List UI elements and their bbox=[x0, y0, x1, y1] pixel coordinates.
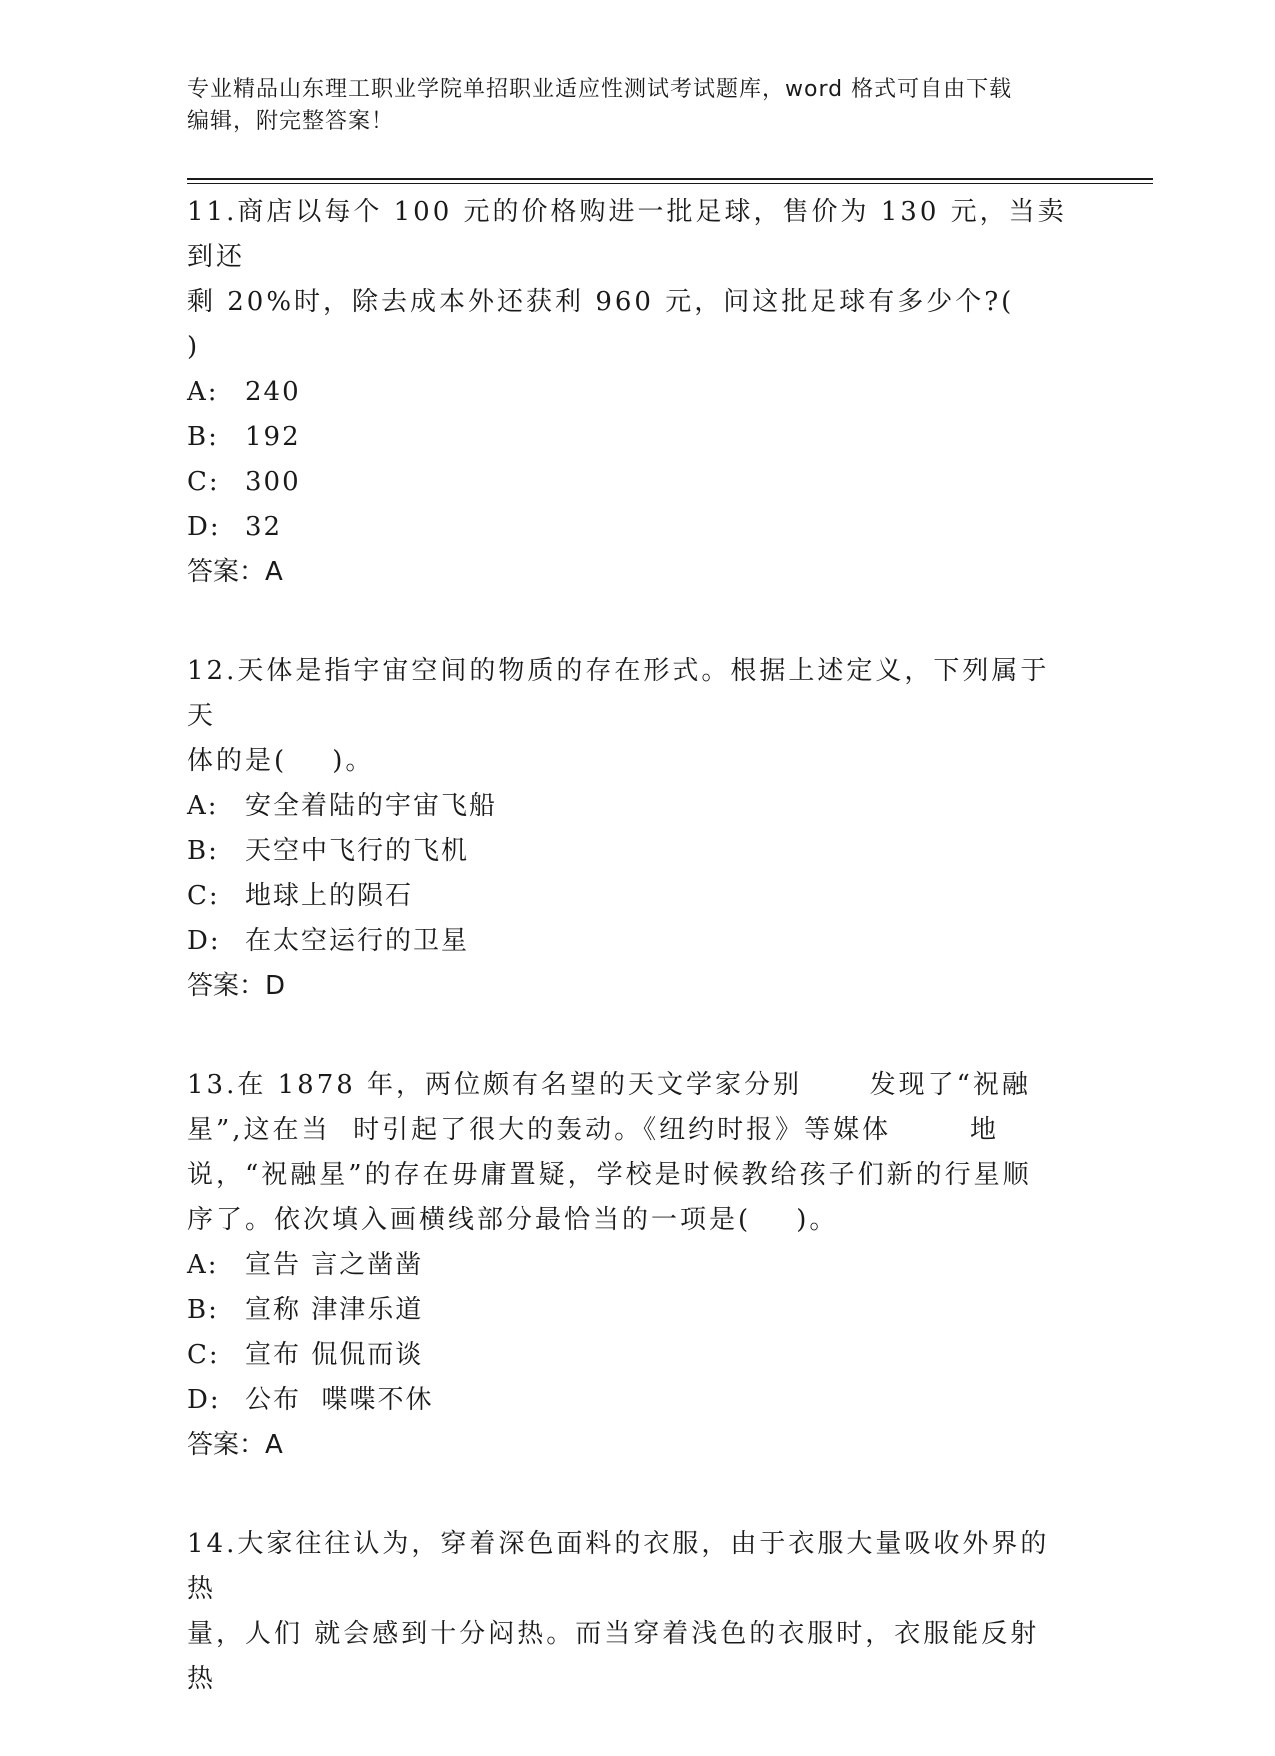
question-14 bbox=[187, 1522, 1067, 1702]
option-text: 宣布 侃侃而谈 bbox=[245, 1340, 424, 1370]
option-text: 公布 喋喋不休 bbox=[245, 1385, 434, 1415]
answer-line: 答案：A bbox=[187, 557, 283, 587]
question-stem-line: 12.天体是指宇宙空间的物质的存在形式。根据上述定义，下列属于天 bbox=[187, 656, 1050, 731]
header-line-2: 编辑，附完整答案！ bbox=[187, 109, 395, 134]
question-stem-line: 14.大家往往认为，穿着深色面料的衣服，由于衣服大量吸收外界的热 bbox=[187, 1529, 1050, 1604]
option-letter: B: bbox=[187, 422, 219, 452]
option-text: 32 bbox=[245, 512, 283, 542]
option-letter: A: bbox=[187, 377, 219, 407]
question-stem-line: 序了。依次填入画横线部分最恰当的一项是( )。 bbox=[187, 1205, 839, 1235]
option-letter: C: bbox=[187, 467, 220, 497]
question-stem-line: 星”,这在当 时引起了很大的轰动。《纽约时报》等媒体 地 bbox=[187, 1115, 999, 1145]
question-stem-line: 量，人们 就会感到十分闷热。而当穿着浅色的衣服时，衣服能反射热 bbox=[187, 1619, 1040, 1694]
header-line-1: 专业精品山东理工职业学院单招职业适应性测试考试题库，word 格式可自由下载 bbox=[187, 77, 1013, 102]
answer-line: 答案：A bbox=[187, 1430, 283, 1460]
option-text: 地球上的陨石 bbox=[245, 881, 414, 911]
option-a bbox=[187, 1243, 1067, 1288]
option-c bbox=[187, 1333, 1067, 1378]
question-stem-line: 说，“祝融星”的存在毋庸置疑，学校是时候教给孩子们新的行星顺 bbox=[187, 1160, 1032, 1190]
questions-list bbox=[187, 190, 1067, 1756]
option-a bbox=[187, 784, 1067, 829]
option-text: 300 bbox=[245, 467, 301, 497]
option-letter: A: bbox=[187, 791, 219, 821]
option-a bbox=[187, 370, 1067, 415]
option-letter: A: bbox=[187, 1250, 219, 1280]
option-b bbox=[187, 415, 1067, 460]
option-letter: D: bbox=[187, 512, 221, 542]
question-stem-line: 11.商店以每个 100 元的价格购进一批足球，售价为 130 元，当卖到还 bbox=[187, 197, 1067, 272]
option-text: 宣称 津津乐道 bbox=[245, 1295, 424, 1325]
option-d bbox=[187, 505, 1067, 550]
option-text: 240 bbox=[245, 377, 301, 407]
question-11 bbox=[187, 190, 1067, 595]
option-d bbox=[187, 1378, 1067, 1423]
option-text: 192 bbox=[245, 422, 301, 452]
document-header bbox=[187, 74, 1067, 138]
question-13 bbox=[187, 1063, 1067, 1468]
header-rule-thin bbox=[187, 183, 1153, 184]
option-b bbox=[187, 829, 1067, 874]
option-letter: C: bbox=[187, 881, 220, 911]
option-text: 天空中飞行的飞机 bbox=[245, 836, 470, 866]
option-c bbox=[187, 874, 1067, 919]
header-rule-thick bbox=[187, 178, 1153, 180]
question-stem-line: 13.在 1878 年，两位颇有名望的天文学家分别 发现了“祝融 bbox=[187, 1070, 1031, 1100]
option-text: 在太空运行的卫星 bbox=[245, 926, 470, 956]
option-letter: C: bbox=[187, 1340, 220, 1370]
option-letter: B: bbox=[187, 1295, 219, 1325]
question-stem-line: 体的是( )。 bbox=[187, 746, 375, 776]
option-c bbox=[187, 460, 1067, 505]
question-12 bbox=[187, 649, 1067, 1009]
option-letter: D: bbox=[187, 1385, 221, 1415]
option-letter: D: bbox=[187, 926, 221, 956]
question-stem-line: 剩 20%时，除去成本外还获利 960 元，问这批足球有多少个?( ) bbox=[187, 287, 1060, 362]
answer-line: 答案：D bbox=[187, 971, 286, 1001]
option-letter: B: bbox=[187, 836, 219, 866]
option-d bbox=[187, 919, 1067, 964]
option-b bbox=[187, 1288, 1067, 1333]
option-text: 安全着陆的宇宙飞船 bbox=[245, 791, 498, 821]
option-text: 宣告 言之凿凿 bbox=[245, 1250, 424, 1280]
